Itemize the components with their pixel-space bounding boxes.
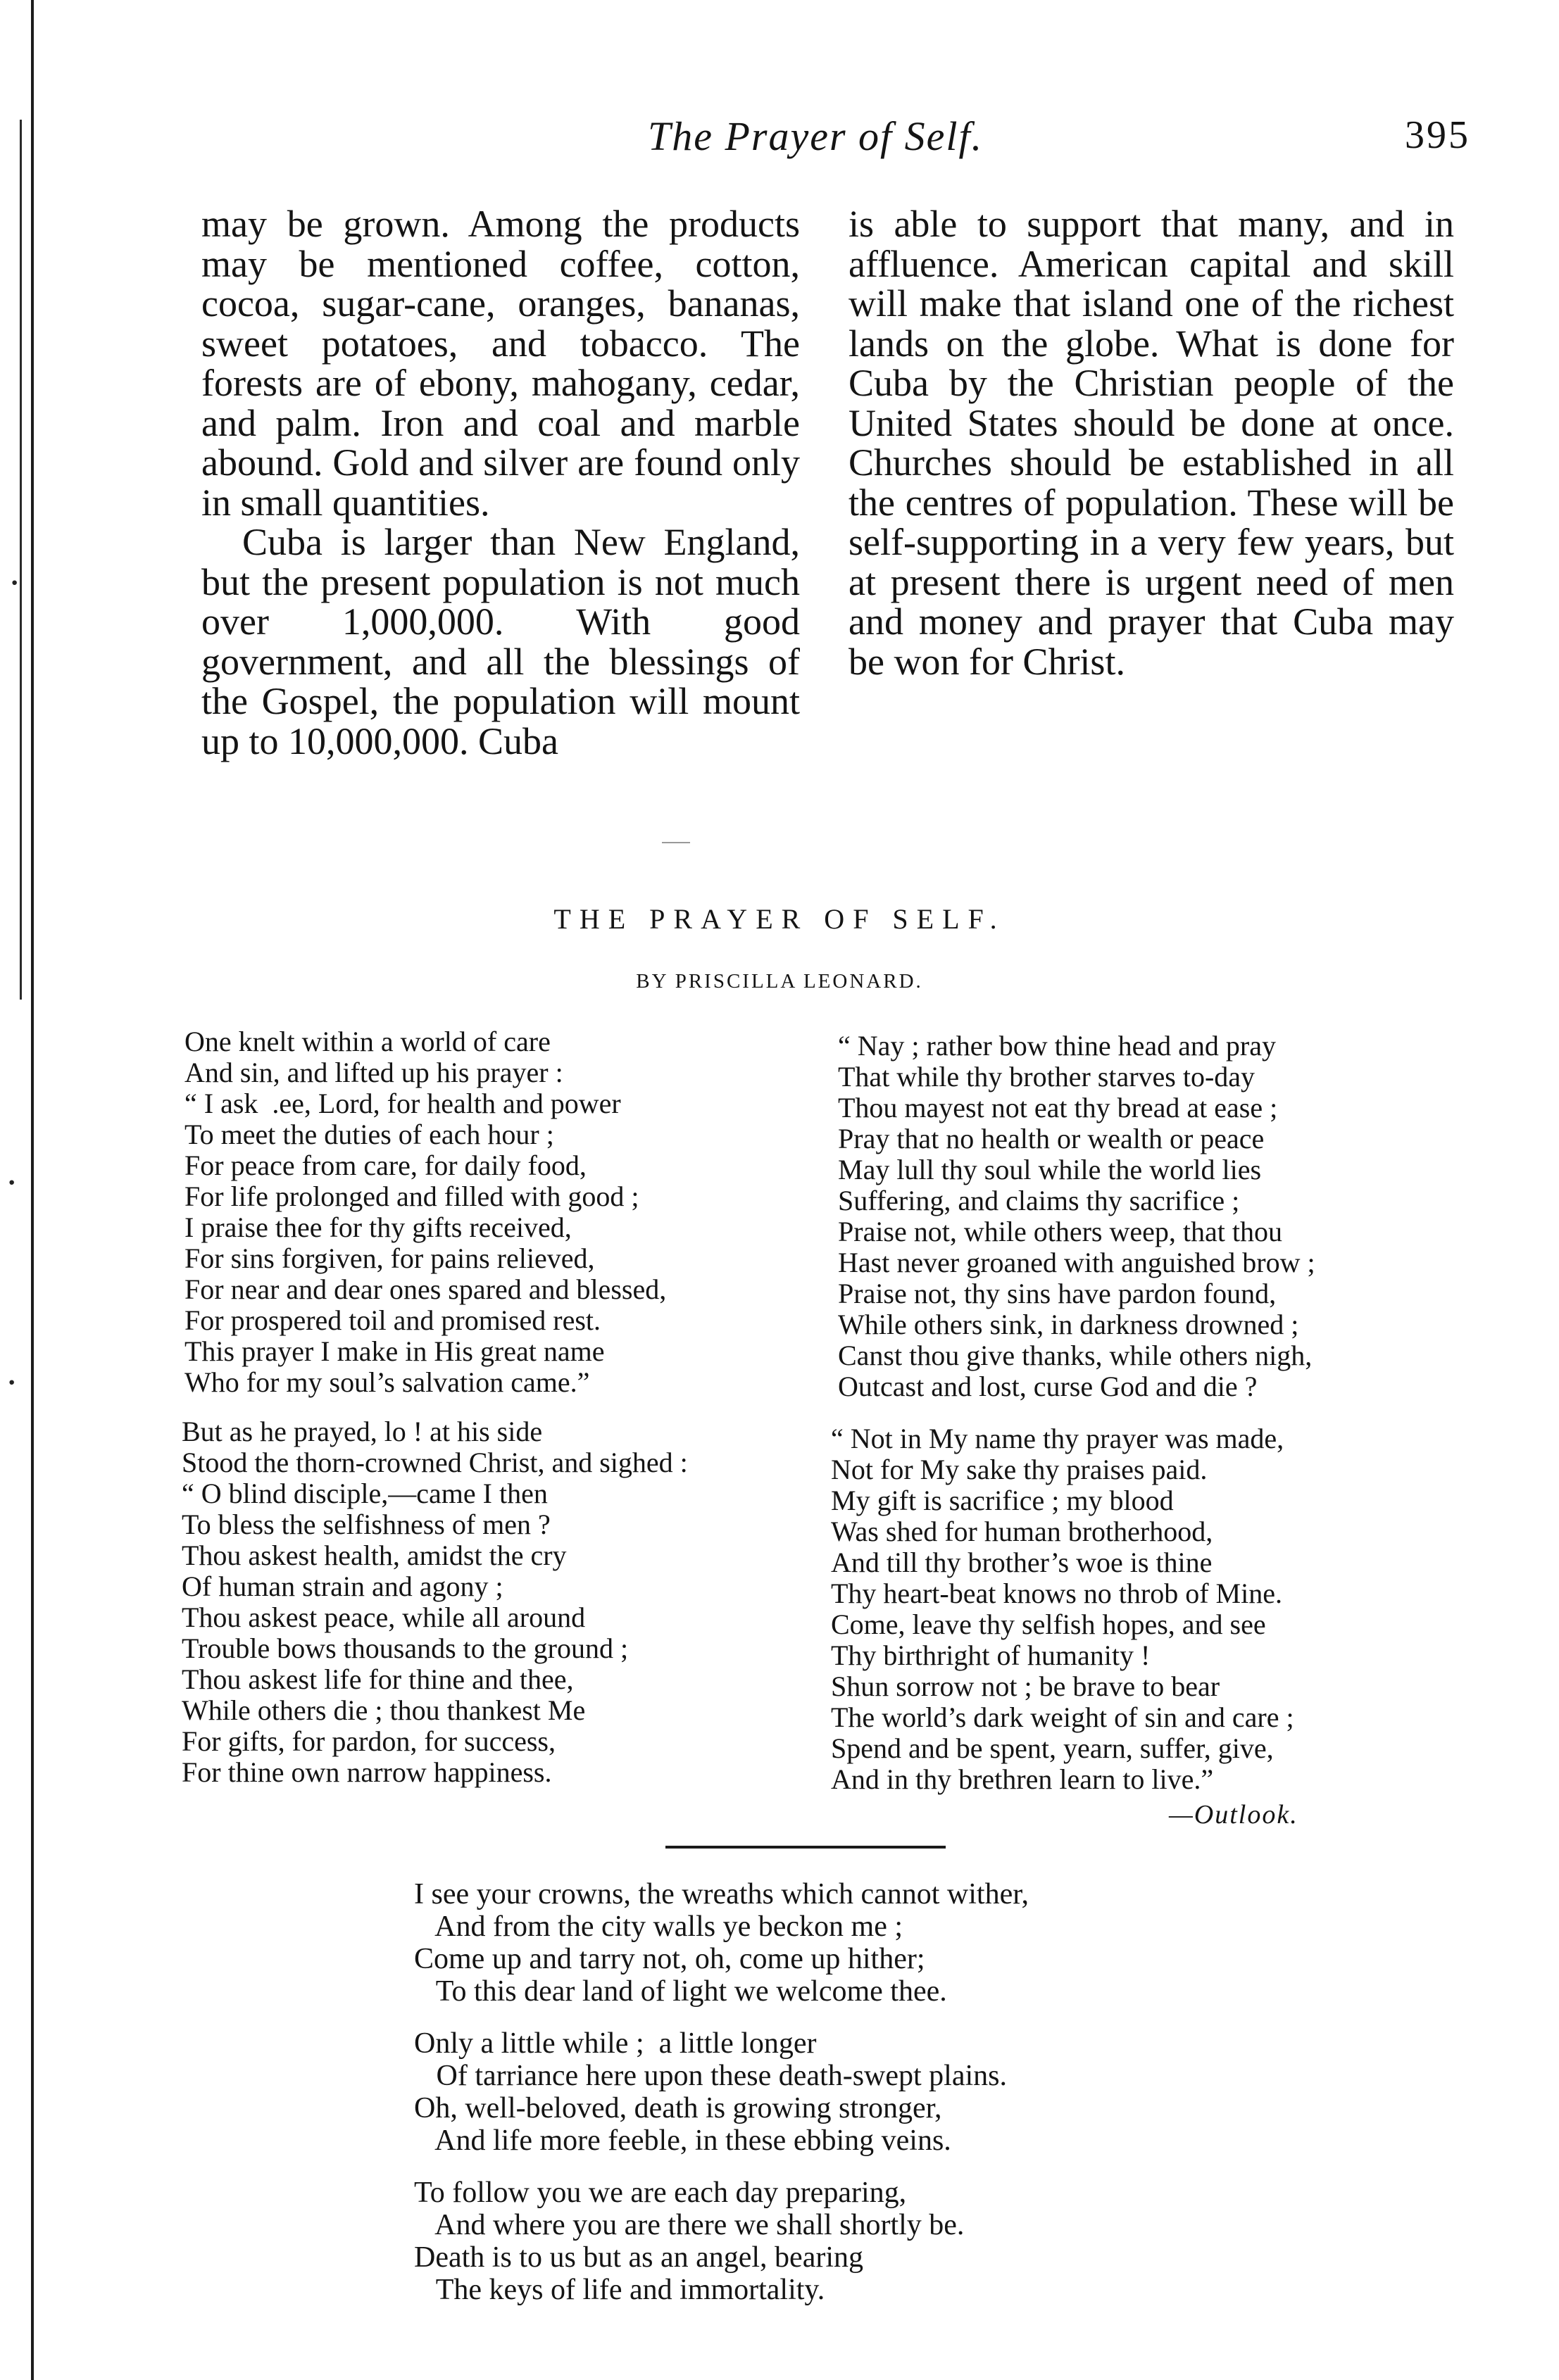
article-left-column	[201, 204, 800, 761]
scan-edge-line	[31, 0, 34, 2380]
poem-stanza: “ Nay ; rather bow thine head and pray That while thy brother starves to-day Thou mayest not eat thy bread at ease ; Pray that no health or wealth or peace May lull thy soul while the world lies Suffering, and claims thy sacrifice ; Praise not, while others weep, that thou Hast never groaned with anguished brow ; Praise not, thy sins have pardon found, While others sink, in darkness drowned ; Canst thou give thanks, while others nigh, Outcast and lost, curse God and die ?	[838, 1030, 1315, 1402]
scan-speck: ·	[10, 567, 20, 598]
scan-gutter-line	[20, 120, 22, 1000]
poem-title: THE PRAYER OF SELF.	[553, 903, 1006, 935]
poem-stanza: To follow you we are each day preparing, And where you are there we shall shortly be. Death is to us but as an angel, bearing The keys of life and immortality.	[414, 2177, 965, 2306]
poem-stanza: Only a little while ; a little longer Of tarriance here upon these death-swept plains. Oh, well-beloved, death is growing stronger, And life more feeble, in these ebbing veins.	[414, 2027, 1008, 2157]
poem-stanza: I see your crowns, the wreaths which cannot wither, And from the city walls ye beckon me ; Come up and tarry not, oh, come up hither; To this dear land of light we welcome thee.	[414, 1878, 1029, 2008]
section-separator	[662, 842, 690, 843]
paragraph: Cuba is larger than New England, but the present population is not much over 1,000,000. With good government, and all the blessings of the Gospel, the population will mount up to 10,000,000. Cuba	[201, 521, 800, 762]
poem-source: —Outlook.	[1169, 1800, 1298, 1830]
scan-speck: ·	[7, 1366, 17, 1398]
paragraph: may be grown. Among the products may be mentioned coffee, cotton, cocoa, sugar-cane, oranges, bananas, sweet potatoes, and tobacco. The forests are of ebony, mahogany, cedar, and palm. Iron and coal and marble abound. Gold and silver are found only in small quantities.	[201, 203, 800, 524]
scan-speck: ·	[7, 1166, 17, 1198]
poem-stanza: One knelt within a world of care And sin, and lifted up his prayer : “ I ask .ee, Lord, for health and power To meet the duties of each hour ; For peace from care, for daily food, For life prolonged and filled with good ; I praise thee for thy gifts received, For sins forgiven, for pains relieved, For near and dear ones spared and blessed, For prospered toil and promised rest. This prayer I make in His great name Who for my soul’s salvation came.”	[184, 1026, 667, 1398]
running-title: The Prayer of Self.	[648, 113, 984, 159]
paragraph: is able to support that many, and in affluence. American capital and skill will make that island one of the richest lands on the globe. What is done for Cuba by the Christian people of the United States should be done at once. Churches should be established in all the centres of population. These will be self-supporting in a very few years, but at present there is urgent need of men and money and prayer that Cuba may be won for Christ.	[849, 203, 1454, 683]
page-number: 395	[1405, 113, 1470, 157]
poem-stanza: “ Not in My name thy prayer was made, Not for My sake thy praises paid. My gift is sacrifice ; my blood Was shed for human brotherhood, And till thy brother’s woe is thine Thy heart-beat knows no throb of Mine. Come, leave thy selfish hopes, and see Thy birthright of humanity ! Shun sorrow not ; be brave to bear The world’s dark weight of sin and care ; Spend and be spent, yearn, suffer, give, And in thy brethren learn to live.”	[831, 1423, 1294, 1795]
poem-byline: BY PRISCILLA LEONARD.	[636, 970, 923, 993]
poem-stanza: But as he prayed, lo ! at his side Stood the thorn-crowned Christ, and sighed : “ O blind disciple,—came I then To bless the selfishness of men ? Thou askest health, amidst the cry Of human strain and agony ; Thou askest peace, while all around Trouble bows thousands to the ground ; Thou askest life for thine and thee, While others die ; thou thankest Me For gifts, for pardon, for success, For thine own narrow happiness.	[182, 1416, 688, 1788]
section-divider	[665, 1846, 946, 1849]
article-right-column	[849, 204, 1454, 681]
running-header	[0, 113, 1559, 169]
